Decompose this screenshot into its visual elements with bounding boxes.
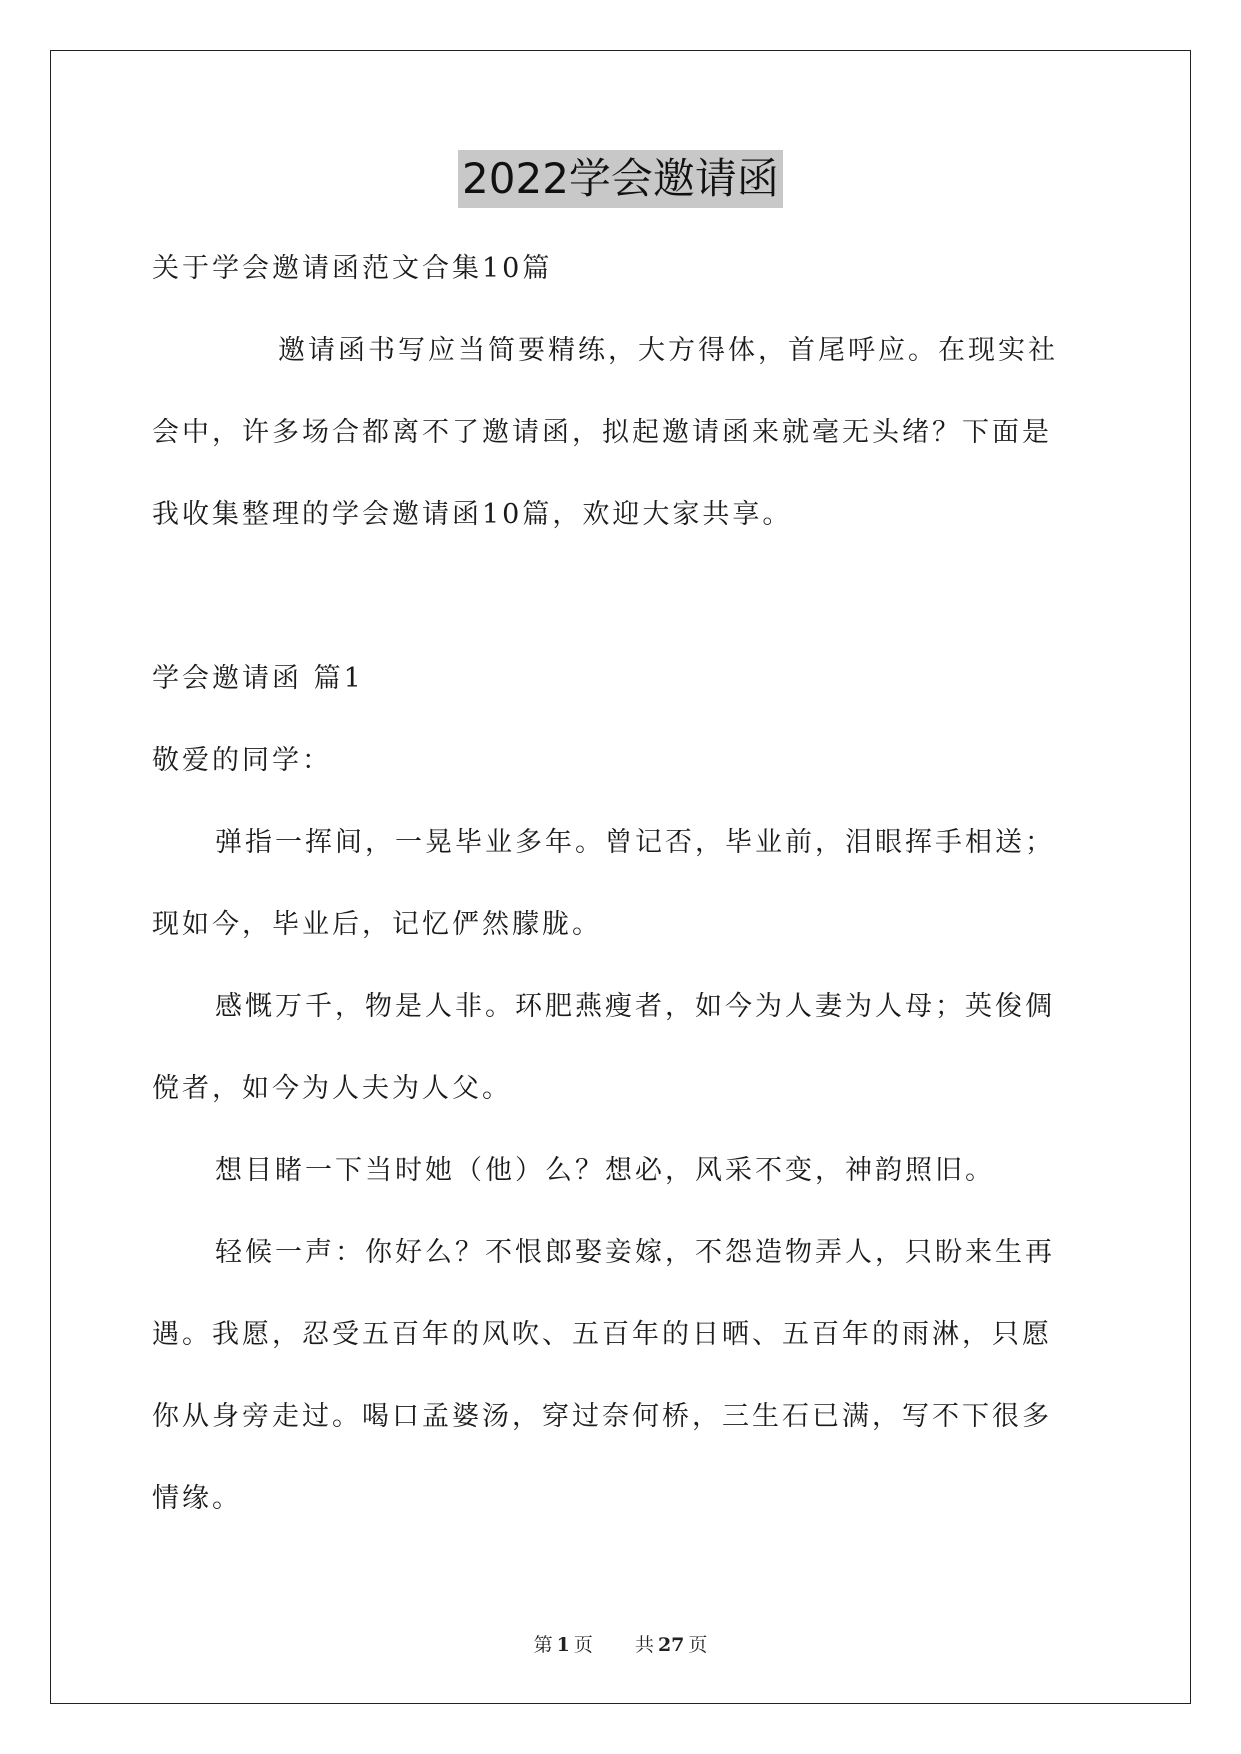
page-prefix: 第 [533,1634,553,1656]
intro-line-2: 会中，许多场合都离不了邀请函，拟起邀请函来就毫无头绪？下面是 [152,417,1052,448]
blank-line [152,556,1092,638]
page-footer [0,1630,1241,1657]
paragraph-2-line-1: 感慨万千，物是人非。环肥燕瘦者，如今为人妻为人母；英俊倜 [215,991,1055,1022]
title-container [0,150,1241,208]
paragraph-1-line-2: 现如今，毕业后，记忆俨然朦胧。 [152,909,602,940]
paragraph-1-line-1: 弹指一挥间，一晃毕业多年。曾记否，毕业前，泪眼挥手相送； [215,827,1055,858]
total-suffix: 页 [688,1634,708,1656]
section-heading: 学会邀请函 篇1 [152,663,364,694]
paragraph-4-line-2: 遇。我愿，忍受五百年的风吹、五百年的日晒、五百年的雨淋，只愿 [152,1319,1052,1350]
page-suffix: 页 [573,1634,593,1656]
total-pages: 27 [657,1634,685,1656]
paragraph-3-line-1: 想目睹一下当时她（他）么？想必，风采不变，神韵照旧。 [215,1155,995,1186]
paragraph-4-line-4: 情缘。 [152,1483,242,1514]
paragraph-4-line-1: 轻候一声：你好么？不恨郎娶妾嫁，不怨造物弄人，只盼来生再 [215,1237,1055,1268]
page-number: 1 [556,1634,570,1656]
intro-line-3: 我收集整理的学会邀请函10篇，欢迎大家共享。 [152,499,793,530]
document-title: 2022学会邀请函 [458,150,783,208]
total-prefix: 共 [634,1634,654,1656]
intro-line-1: 邀请函书写应当简要精练，大方得体，首尾呼应。在现实社 [278,335,1058,366]
salutation: 敬爱的同学： [152,745,332,776]
document-subtitle: 关于学会邀请函范文合集10篇 [152,253,553,284]
paragraph-4-line-3: 你从身旁走过。喝口孟婆汤，穿过奈何桥，三生石已满，写不下很多 [152,1401,1052,1432]
paragraph-2-line-2: 傥者，如今为人夫为人父。 [152,1073,512,1104]
document-body [152,228,1092,1540]
